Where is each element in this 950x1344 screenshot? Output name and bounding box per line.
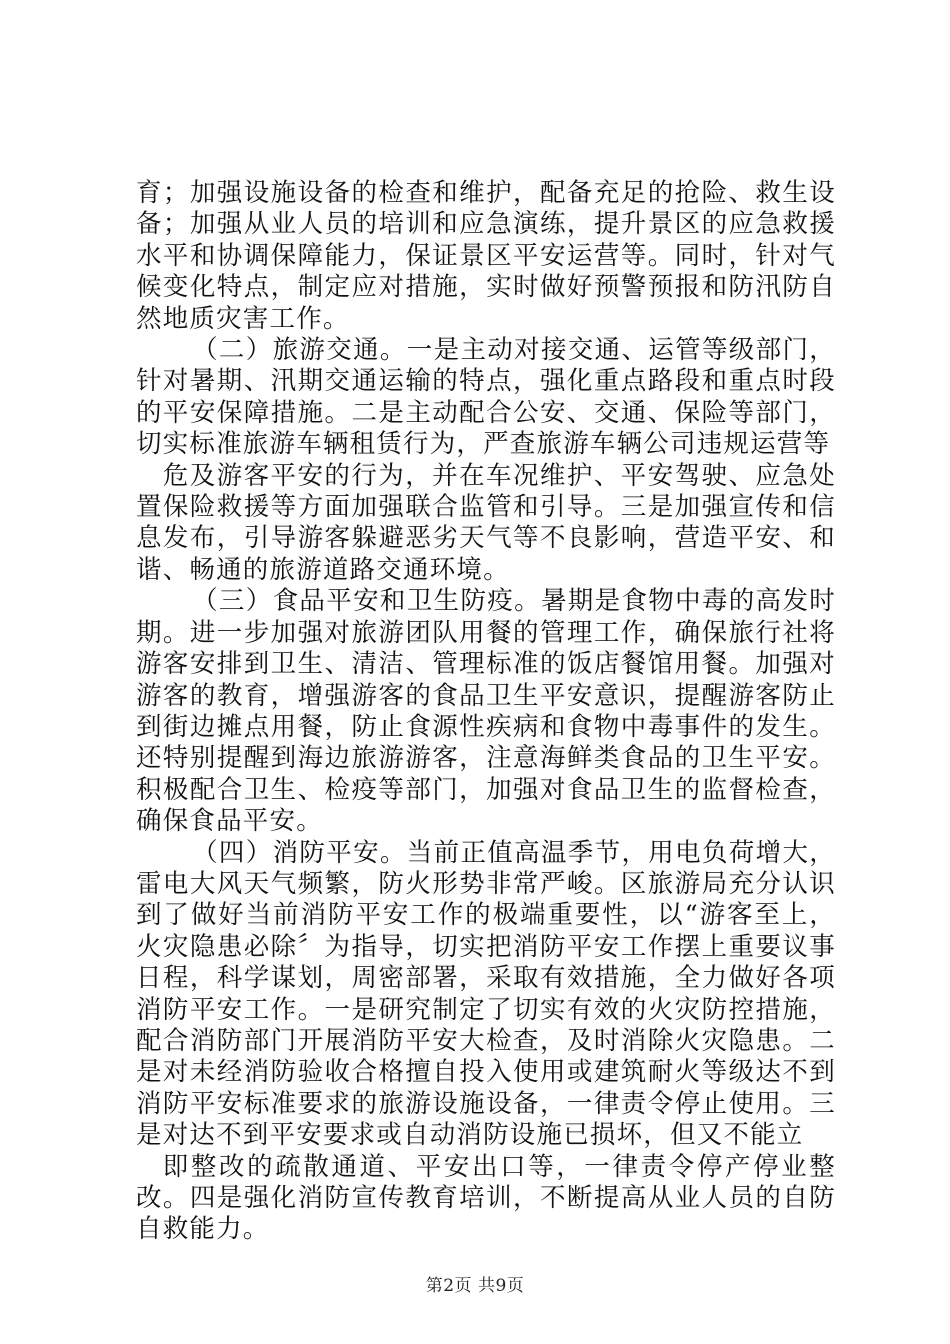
paragraph-tourism-traffic: （二）旅游交通。一是主动对接交通、运管等级部门，针对暑期、汛期交通运输的特点，强化重点路段和重点时段的平安保障措施。二是主动配合公安、交通、保险等部门，切实标准旅游车辆租赁行为，严查旅游车辆公司违规运营等 bbox=[136, 335, 836, 460]
paragraph-fire-continued: 即整改的疏散通道、平安出口等，一律责令停产停业整改。四是强化消防宣传教育培训，不断提高从业人员的自防自救能力。 bbox=[136, 1151, 836, 1245]
paragraph-traffic-continued: 危及游客平安的行为，并在车况维护、平安驾驶、应急处置保险救援等方面加强联合监管和引导。三是加强宣传和信息发布，引导游客躲避恶劣天气等不良影响，营造平安、和谐、畅通的旅游道路交通环境。 bbox=[136, 460, 836, 585]
paragraph-fire-safety: （四）消防平安。当前正值高温季节，用电负荷增大，雷电大风天气频繁，防火形势非常严峻。区旅游局充分认识到了做好当前消防平安工作的极端重要性，以“游客至上，火灾隐患必除〞为指导，切实把消防平安工作摆上重要议事日程，科学谋划，周密部署，采取有效措施，全力做好各项消防平安工作。一是研究制定了切实有效的火灾防控措施，配合消防部门开展消防平安大检查，及时消除火灾隐患。二是对未经消防验收合格擅自投入使用或建筑耐火等级达不到消防平安标准要求的旅游设施设备，一律责令停止使用。三是对达不到平安要求或自动消防设施已损坏，但又不能立 bbox=[136, 837, 836, 1151]
paragraph-food-safety: （三）食品平安和卫生防疫。暑期是食物中毒的高发时期。进一步加强对旅游团队用餐的管理工作，确保旅行社将游客安排到卫生、清洁、管理标准的饭店餐馆用餐。加强对游客的教育，增强游客的食品卫生平安意识，提醒游客防止到街边摊点用餐，防止食源性疾病和食物中毒事件的发生。还特别提醒到海边旅游游客，注意海鲜类食品的卫生平安。积极配合卫生、检疫等部门，加强对食品卫生的监督检查，确保食品平安。 bbox=[136, 586, 836, 837]
document-body bbox=[136, 178, 836, 1246]
page-number-footer: 第2页 共9页 bbox=[425, 1276, 525, 1296]
paragraph-continuation: 育；加强设施设备的检查和维护，配备充足的抢险、救生设备；加强从业人员的培训和应急演练，提升景区的应急救援水平和协调保障能力，保证景区平安运营等。同时，针对气候变化特点，制定应对措施，实时做好预警预报和防汛防自然地质灾害工作。 bbox=[136, 178, 836, 334]
